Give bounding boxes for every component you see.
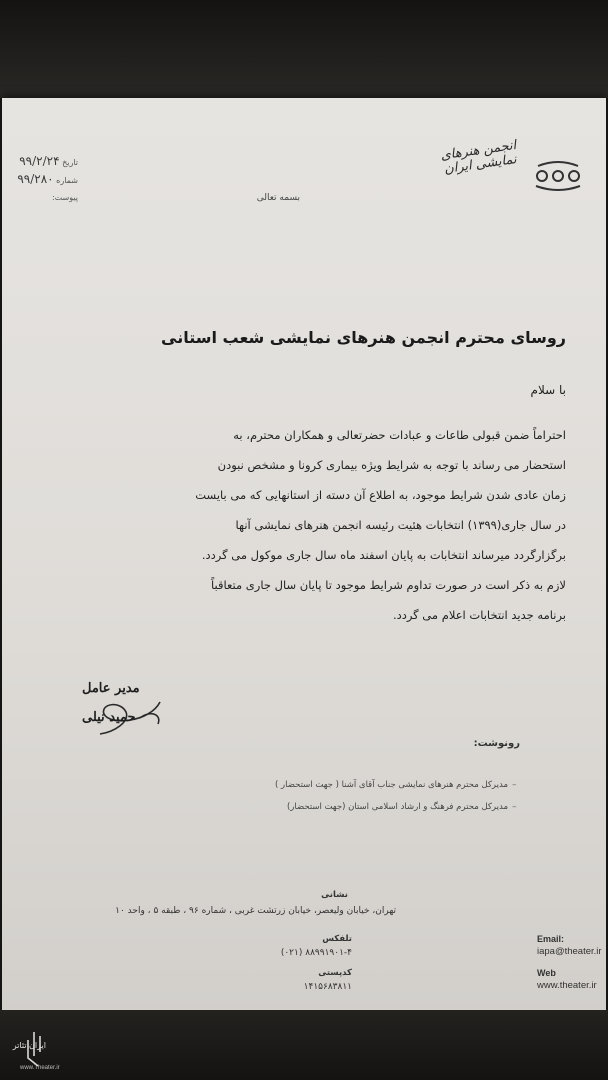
number-label: شماره [56,176,78,185]
cc-bullet-icon: – [512,780,517,790]
greeting: با سلام [530,383,566,397]
background-top [0,0,608,98]
org-name-script: انجمن هنرهای نمایشی ایران [439,137,518,178]
address-value: تهران، خیابان ولیعصر، خیابان زرتشت غربی ، شماره ۹۶ ، طبقه ۵ ، واحد ۱۰ [115,906,396,916]
body-line: برگزارگردد میرساند انتخابات به پایان اسفند ماه سال جاری موکول می گردد. [201,548,566,562]
body-line: لازم به ذکر است در صورت تداوم شرایط موجود تا پایان سال جاری متعاقباً [211,578,566,592]
number-value: ۹۹/۲۸۰ [17,172,54,186]
date-field [16,156,78,168]
web-label: Web [537,968,556,978]
fax-value: ۸۸۹۹۱۹۰۱-۴ (۰۲۱) [280,948,352,958]
web-value[interactable]: www.theater.ir [537,980,597,991]
postal-label: کدپستی [318,968,352,978]
basmala: بسمه تعالی [256,193,300,203]
date-label: تاریخ [62,158,78,167]
signatory-name: حمید نیلی [82,710,136,725]
signature-title: مدیر عامل [82,681,140,696]
body-line: زمان عادی شدن شرایط موجود، به اطلاع آن دسته از استانهایی که می بایست [195,488,566,502]
fax-label: تلفکس [322,934,352,944]
background-bottom [0,1010,608,1080]
letter-page [2,98,606,1014]
date-value: ۹۹/۲/۲۴ [19,154,60,168]
postal-value: ۱۴۱۵۶۸۳۸۱۱ [303,982,352,992]
body-line: برنامه جدید انتخابات اعلام می گردد. [392,608,566,622]
recipient-heading: روسای محترم انجمن هنرهای نمایشی شعب استانی [161,328,566,347]
email-value[interactable]: iapa@theater.ir [537,946,602,957]
body-line: احتراماً ضمن قبولی طاعات و عبادات حضرتعالی و همکاران محترم، به [233,428,566,442]
address-label: نشانی [321,890,348,900]
attachment-label: پیوست: [51,193,78,202]
cc-item: مدیرکل محترم هنرهای نمایشی جناب آقای آشنا ( جهت استحضار ) [275,780,508,790]
email-label: Email: [537,934,565,944]
cc-item: مدیرکل محترم فرهنگ و ارشاد اسلامی استان (جهت استحضار) [286,802,508,812]
watermark-brand: ایران تئاتر [12,1041,46,1050]
body-line: استحضار می رساند با توجه به شرایط ویژه بیماری کرونا و مشخص نبودن [217,458,566,472]
number-field [16,174,78,186]
watermark-url: www.Theater.ir [20,1065,60,1071]
cc-bullet-icon: – [512,802,517,812]
org-logo-icon [532,156,584,192]
body-line: در سال جاری(۱۳۹۹) انتخابات هئیت رئیسه انجمن هنرهای نمایشی آنها [235,518,566,532]
cc-heading: رونوشت: [473,738,520,749]
